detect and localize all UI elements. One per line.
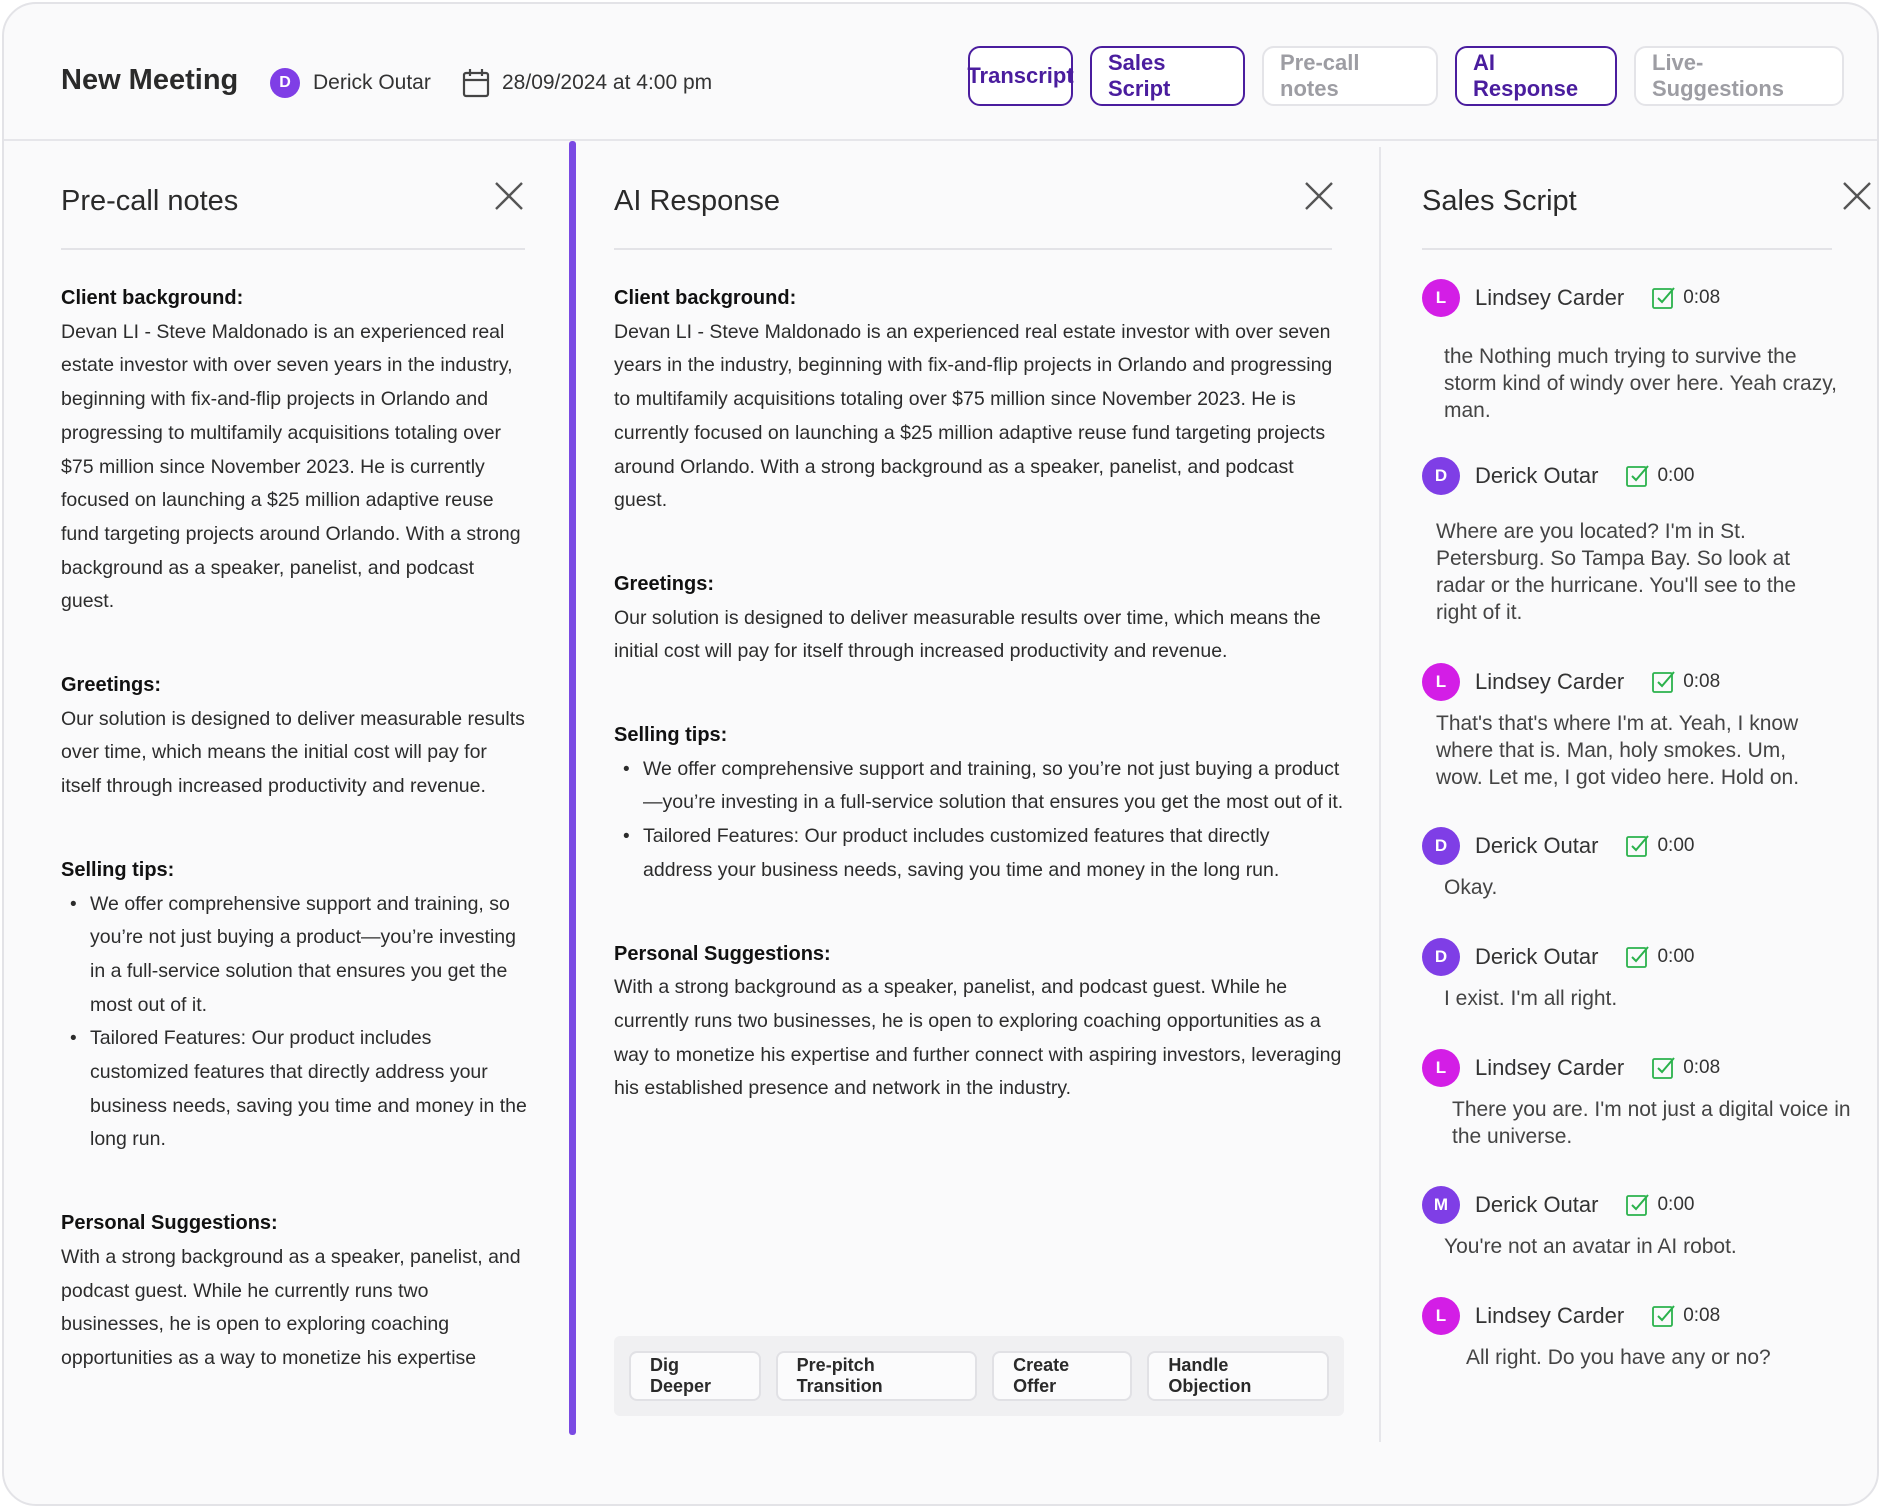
checkbox-checked-icon[interactable] (1625, 464, 1649, 488)
panel-title: Sales Script (1422, 185, 1577, 217)
close-icon[interactable] (1840, 179, 1874, 213)
create-offer-button[interactable]: Create Offer (992, 1351, 1132, 1401)
speaker-avatar: L (1422, 1049, 1460, 1087)
message-header (1422, 662, 1720, 702)
transcript-message (1422, 1185, 1737, 1258)
message-timestamp: 0:00 (1657, 465, 1695, 486)
speaker-name: Lindsey Carder (1475, 1303, 1625, 1328)
pre-pitch-transition-button[interactable]: Pre-pitch Transition (776, 1351, 977, 1401)
message-text: All right. Do you have any or no? (1466, 1346, 1771, 1369)
message-text: That's that's where I'm at. Yeah, I know where that is. Man, holy smokes. Um, wow. Let me, I got video here. Hold on. (1436, 712, 1800, 789)
speaker-avatar: D (1422, 827, 1460, 865)
message-text: Okay. (1444, 876, 1498, 899)
message-header (1422, 456, 1694, 496)
message-timestamp: 0:08 (1683, 671, 1721, 692)
section-text: Our solution is designed to deliver measurable results over time, which means the initial cost will pay for itself through increased productivity and revenue. (614, 606, 1321, 663)
section-text: Our solution is designed to deliver measurable results over time, which means the initial cost will pay for itself through increased productivity and revenue. (61, 707, 525, 798)
checkbox-checked-icon[interactable] (1651, 1056, 1675, 1080)
speaker-avatar: M (1422, 1186, 1460, 1224)
message-text: Where are you located? I'm in St. Petersburg. So Tampa Bay. So look at radar or the hurricane. You'll see to the right of it. (1436, 520, 1797, 624)
resize-handle[interactable] (569, 141, 576, 1435)
divider (614, 248, 1332, 250)
message-header (1422, 1048, 1720, 1088)
handle-objection-button[interactable]: Handle Objection (1147, 1351, 1329, 1401)
app-window (2, 2, 1879, 1506)
meeting-datetime (462, 68, 712, 98)
tab-pre-call-notes[interactable]: Pre-call notes (1262, 46, 1438, 106)
checkbox-checked-icon[interactable] (1651, 670, 1675, 694)
message-timestamp: 0:08 (1683, 287, 1721, 308)
speaker-name: Derick Outar (1475, 944, 1599, 969)
speaker-avatar: D (1422, 938, 1460, 976)
panel-title: Pre-call notes (61, 185, 239, 217)
tab-ai-response[interactable]: AI Response (1455, 46, 1617, 106)
message-text: You're not an avatar in AI robot. (1444, 1235, 1737, 1258)
close-icon[interactable] (492, 179, 526, 213)
checkbox-checked-icon[interactable] (1651, 1304, 1675, 1328)
host-info (270, 68, 431, 98)
speaker-avatar: L (1422, 1297, 1460, 1335)
divider (1422, 248, 1832, 250)
transcript-message (1422, 826, 1695, 899)
tips-list (614, 753, 1344, 888)
message-timestamp: 0:00 (1657, 1194, 1695, 1215)
speaker-name: Lindsey Carder (1475, 669, 1625, 694)
message-text: I exist. I'm all right. (1444, 987, 1618, 1010)
section-text: Devan LI - Steve Maldonado is an experienced real estate investor with over seven years in the industry, beginning with fix-and-flip projects in Orlando and progressing to multifamily acquisitions totaling over $75 million since November 2023. He is currently focused on launching a $25 million adaptive reuse fund targeting projects around Orlando. With a strong background as a speaker, panelist, and podcast guest. (614, 320, 1333, 512)
speaker-avatar: L (1422, 663, 1460, 701)
transcript-message (1422, 1296, 1771, 1369)
speaker-name: Lindsey Carder (1475, 1055, 1625, 1080)
message-timestamp: 0:00 (1657, 946, 1695, 967)
message-text: the Nothing much trying to survive the storm kind of windy over here. Yeah crazy, man. (1444, 345, 1837, 422)
transcript-message (1422, 662, 1800, 789)
section-heading: Client background: (61, 287, 244, 309)
message-header (1422, 937, 1694, 977)
checkbox-checked-icon[interactable] (1651, 286, 1675, 310)
list-item: • Tailored Features: Our product includes customized features that directly address your business needs, saving you time and money in the long run. (614, 820, 1344, 887)
host-name: Derick Outar (313, 71, 431, 94)
tips-list (61, 888, 531, 1158)
transcript-message (1422, 278, 1837, 422)
section-text: With a strong background as a speaker, panelist, and podcast guest. While he currently runs two businesses, he is open to exploring coaching opportunities as a way to monetize his expertise and further connect with aspiring investors, leveraging his established presence and network in the industry. (614, 976, 1342, 1100)
message-timestamp: 0:08 (1683, 1305, 1721, 1326)
transcript-message (1422, 1048, 1851, 1148)
tab-live-suggestions[interactable]: Live-Suggestions (1634, 46, 1844, 106)
date-text: 28/09/2024 at 4:00 pm (502, 71, 713, 94)
section-text: Devan LI - Steve Maldonado is an experienced real estate investor with over seven years in the industry, beginning with fix-and-flip projects in Orlando and progressing to multifamily acquisitions totaling over $75 million since November 2023. He is currently focused on launching a $25 million adaptive reuse fund targeting projects around Orlando. With a strong background as a speaker, panelist, and podcast guest. (61, 320, 521, 613)
speaker-name: Derick Outar (1475, 463, 1599, 488)
message-text: There you are. I'm not just a digital voice in the universe. (1452, 1098, 1851, 1148)
list-item: • Tailored Features: Our product includes customized features that directly address your business needs, saving you time and money in the long run. (61, 1022, 531, 1157)
message-header (1422, 826, 1694, 866)
host-avatar: D (270, 68, 300, 98)
speaker-name: Derick Outar (1475, 833, 1599, 858)
ai-response-panel (576, 141, 1379, 1504)
section-heading: Personal Suggestions: (614, 942, 831, 965)
action-bar (614, 1336, 1344, 1416)
section-heading: Greetings: (61, 674, 162, 697)
section-heading: Selling tips: (61, 858, 175, 881)
sales-script-panel (1381, 141, 1879, 1504)
transcript-message (1422, 937, 1695, 1010)
speaker-name: Derick Outar (1475, 1192, 1599, 1217)
checkbox-checked-icon[interactable] (1625, 834, 1649, 858)
list-item: • We offer comprehensive support and training, so you’re not just buying a product—you’re investing in a full-service solution that ensures you get the most out of it. (61, 888, 531, 1023)
panel-title: AI Response (614, 185, 781, 217)
meeting-header (4, 4, 1877, 141)
speaker-name: Lindsey Carder (1475, 285, 1625, 310)
calendar-icon (462, 68, 490, 98)
list-item: • We offer comprehensive support and training, so you’re not just buying a product—you’re investing in a full-service solution that ensures you get the most out of it. (614, 753, 1344, 820)
checkbox-checked-icon[interactable] (1625, 945, 1649, 969)
speaker-avatar: D (1422, 457, 1460, 495)
dig-deeper-button[interactable]: Dig Deeper (629, 1351, 761, 1401)
pre-call-notes-panel (4, 141, 569, 1504)
ai-content (614, 282, 1344, 1156)
tab-sales-script[interactable]: Sales Script (1090, 46, 1245, 106)
notes-content (61, 282, 531, 1495)
section-heading: Client background: (614, 287, 797, 309)
transcript-message (1422, 456, 1797, 624)
section-heading: Selling tips: (614, 724, 728, 747)
message-header (1422, 1296, 1720, 1336)
section-heading: Personal Suggestions: (61, 1212, 278, 1235)
section-heading: Greetings: (614, 572, 715, 595)
tab-transcript[interactable]: Transcript (968, 46, 1073, 106)
page-title: New Meeting (61, 64, 239, 96)
close-icon[interactable] (1302, 179, 1336, 213)
checkbox-checked-icon[interactable] (1625, 1193, 1649, 1217)
view-tabs (968, 46, 1861, 106)
speaker-avatar: L (1422, 279, 1460, 317)
message-header (1422, 278, 1720, 318)
message-header (1422, 1185, 1694, 1225)
message-timestamp: 0:00 (1657, 835, 1695, 856)
section-text: With a strong background as a speaker, panelist, and podcast guest. While he currently runs two businesses, he is open to exploring coaching opportunities as a way to monetize his expertise (61, 1245, 521, 1369)
divider (61, 248, 525, 250)
message-timestamp: 0:08 (1683, 1057, 1721, 1078)
